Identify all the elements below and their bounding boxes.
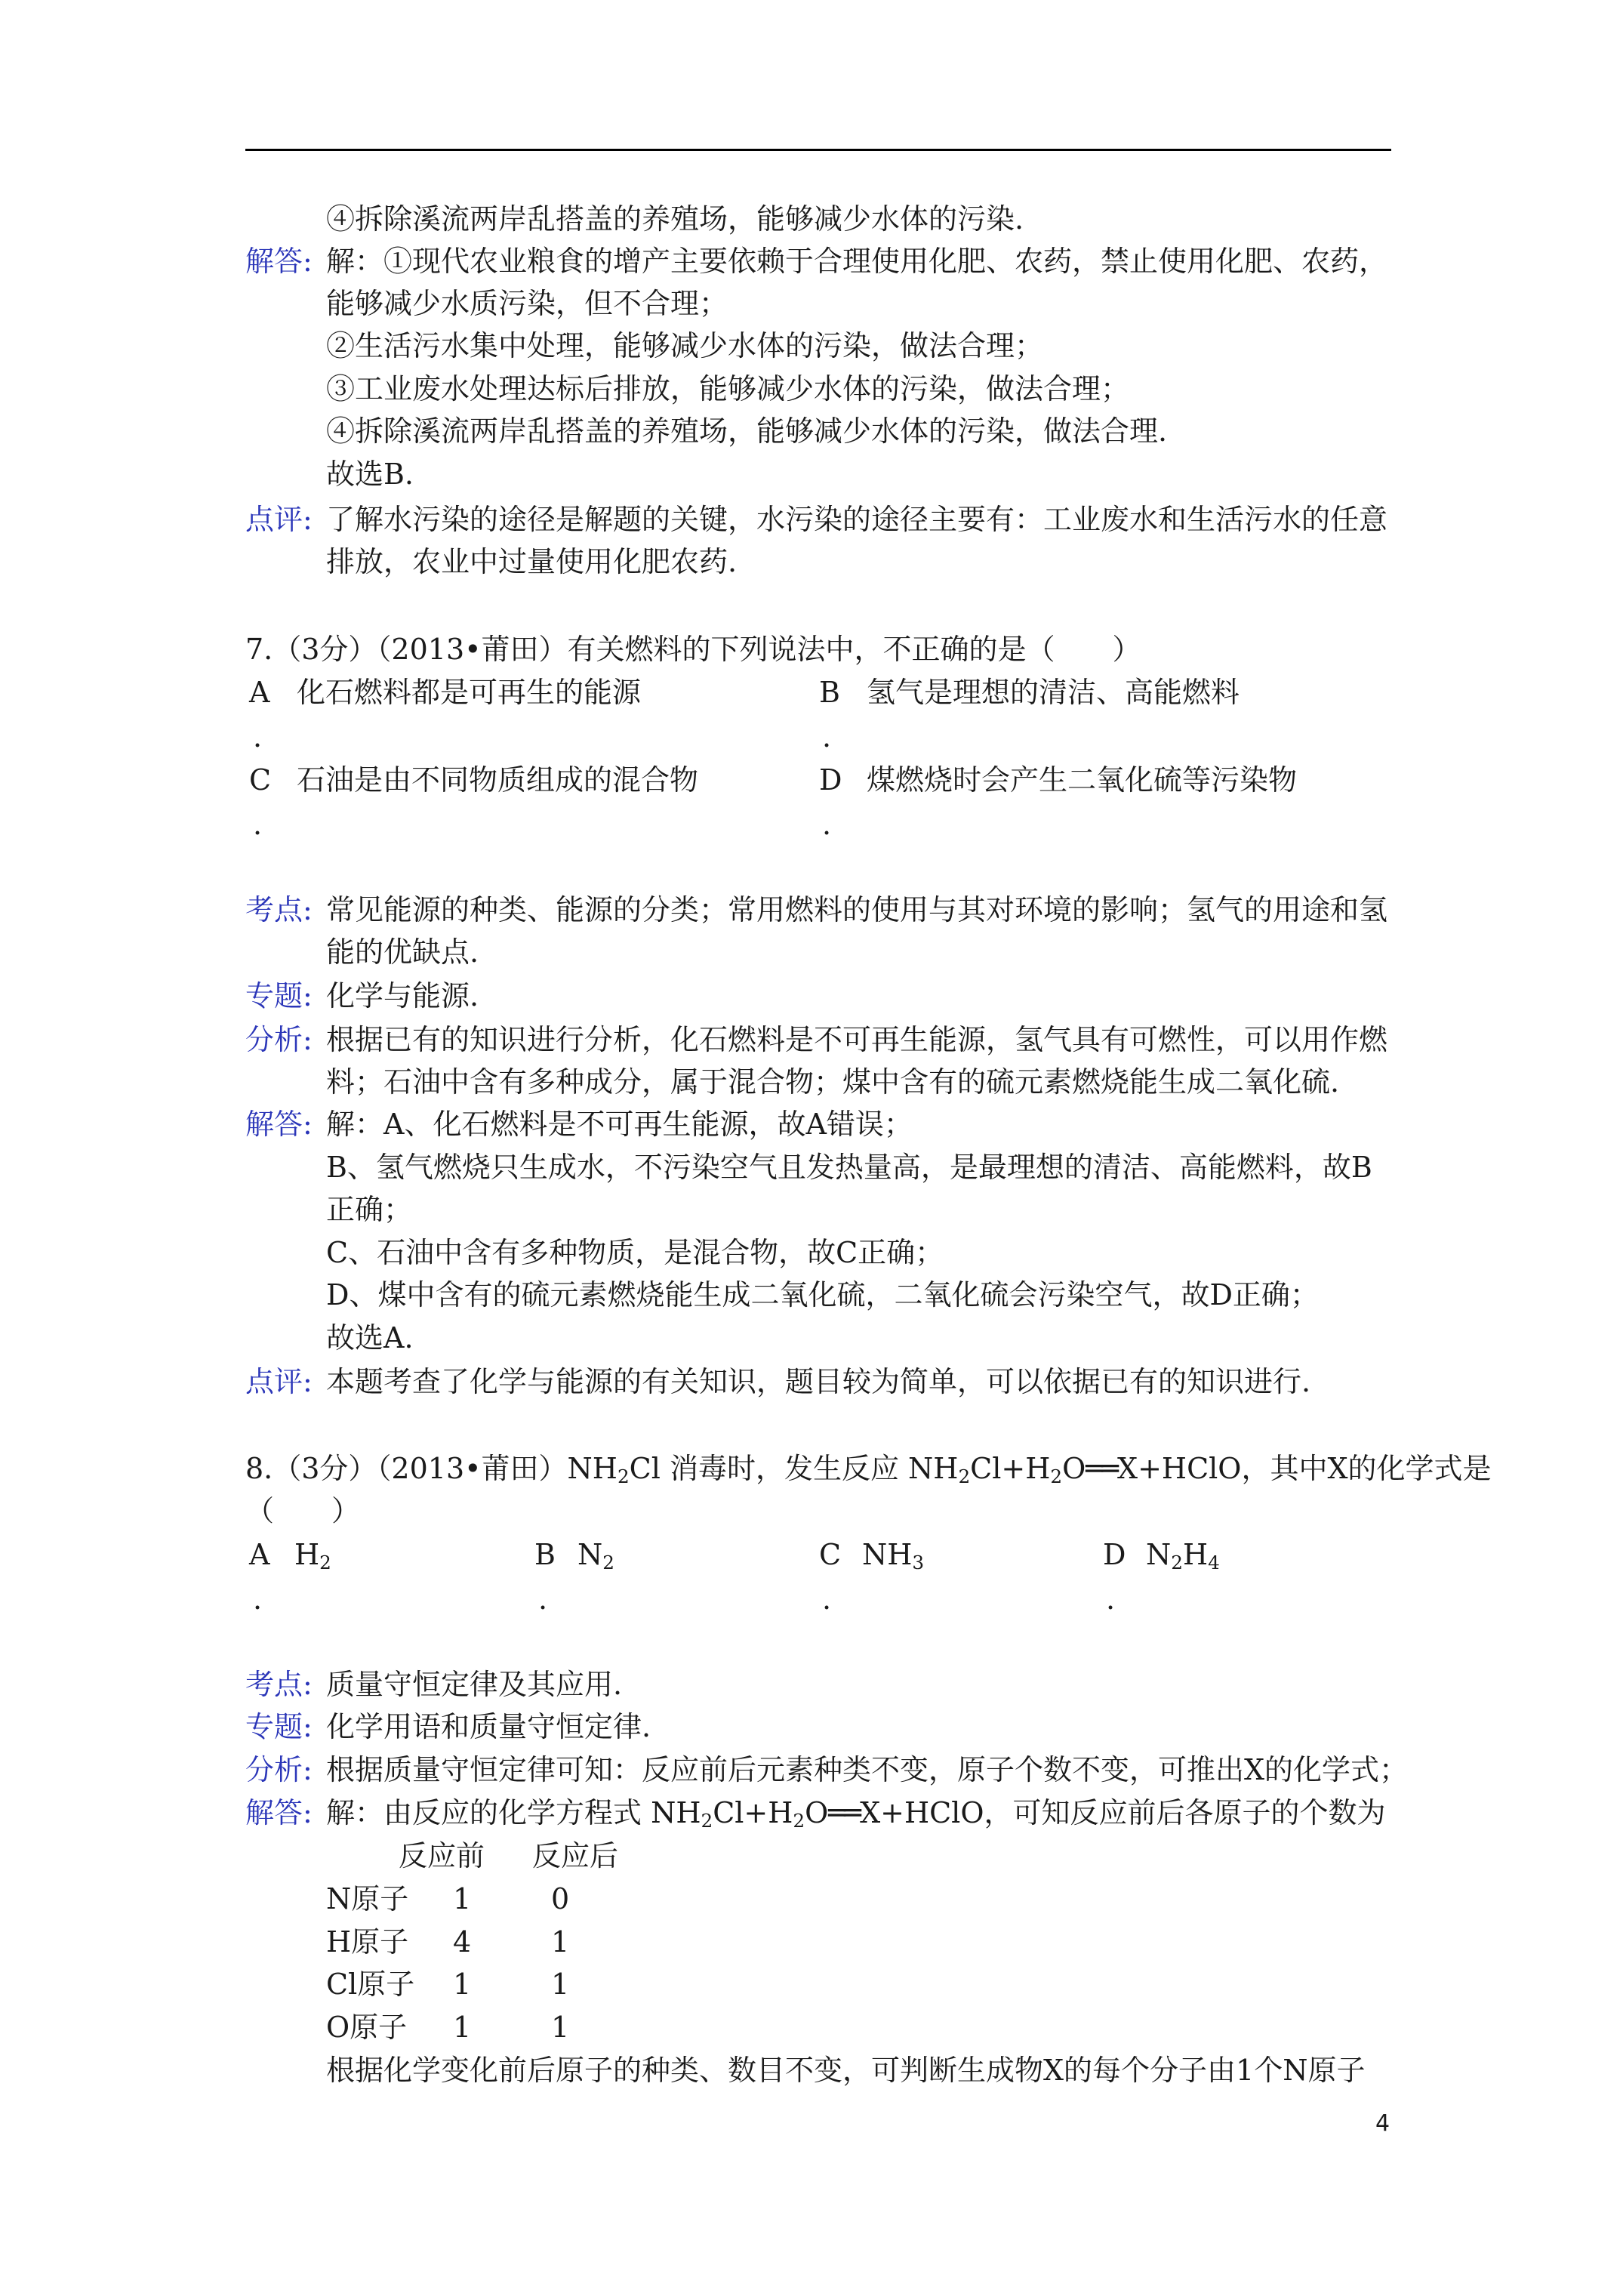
kaodian-text: 质量守恒定律及其应用.	[326, 1668, 623, 1701]
option-text: 煤燃烧时会产生二氧化硫等污染物	[867, 763, 1298, 797]
answer-line: 解：A、化石燃料是不可再生能源，故A错误；	[326, 1108, 913, 1141]
option-dot: .	[253, 720, 263, 754]
option-letter: C	[819, 1538, 842, 1571]
table-before: 1	[453, 1968, 472, 2001]
prev-item-4: ④拆除溪流两岸乱搭盖的养殖场，能够减少水体的污染.	[326, 202, 1024, 236]
option-letter: C	[249, 763, 272, 797]
option-letter: B	[534, 1538, 556, 1571]
table-head-before: 反应前	[399, 1839, 485, 1872]
option-dot: .	[538, 1583, 548, 1616]
comment-label: 点评:	[245, 1365, 313, 1398]
answer-line: B、氢气燃烧只生成水，不污染空气且发热量高，是最理想的清洁、高能燃料，故B	[326, 1151, 1372, 1184]
answer-line: ②生活污水集中处理，能够减少水体的污染，做法合理；	[326, 329, 1044, 362]
answer-line: 故选B.	[326, 458, 414, 491]
zhuanti-text: 化学与能源.	[326, 979, 479, 1012]
question-8-stem: 8.（3分）（2013•莆田）$NH_2Cl$ 消毒时，发生反应 $NH_2Cl+H_2O══X+HClO$，其中X的化学式是	[245, 1452, 1492, 1488]
answer-line: 根据化学变化前后原子的种类、数目不变，可判断生成物X的每个分子由1个N原子	[326, 2054, 1366, 2087]
header-rule	[245, 149, 1391, 151]
answer-line: C、石油中含有多种物质，是混合物，故C正确；	[326, 1236, 944, 1269]
kaodian-label: 考点:	[245, 1668, 313, 1701]
option-text: 氢气是理想的清洁、高能燃料	[867, 676, 1240, 709]
table-atom: O原子	[326, 2011, 408, 2044]
comment-line: 排放，农业中过量使用化肥农药.	[326, 545, 738, 578]
option-dot: .	[822, 808, 832, 841]
answer-line: 解：由反应的化学方程式 $NH_2Cl+H_2O══X+HClO$，可知反应前后各原子的个数为	[326, 1796, 1386, 1832]
option-dot: .	[822, 720, 832, 754]
fenxi-line: 料；石油中含有多种成分，属于混合物；煤中含有的硫元素燃烧能生成二氧化硫.	[326, 1065, 1340, 1099]
answer-line: 故选A.	[326, 1321, 414, 1354]
option-text: 化石燃料都是可再生的能源	[297, 676, 642, 709]
kaodian-label: 考点:	[245, 893, 313, 926]
option-letter: B	[819, 676, 840, 709]
reaction-arrow: ══	[828, 1796, 861, 1829]
fenxi-label: 分析:	[245, 1023, 313, 1056]
option-dot: .	[1106, 1583, 1116, 1616]
kaodian-line: 常见能源的种类、能源的分类；常用燃料的使用与其对环境的影响；氢气的用途和氢	[326, 893, 1388, 926]
option-letter: D	[819, 763, 842, 797]
zhuanti-label: 专题:	[245, 1710, 313, 1743]
table-atom: N原子	[326, 1882, 409, 1915]
zhuanti-label: 专题:	[245, 979, 313, 1012]
fenxi-text: 根据质量守恒定律可知：反应前后元素种类不变，原子个数不变，可推出X的化学式；	[326, 1753, 1409, 1786]
table-atom: H原子	[326, 1925, 409, 1959]
page-number: 4	[1375, 2110, 1390, 2137]
kaodian-line: 能的优缺点.	[326, 935, 479, 969]
question-7-stem: 7.（3分）（2013•莆田）有关燃料的下列说法中，不正确的是（ ）	[245, 633, 1141, 666]
answer-label: 解答:	[245, 1796, 313, 1829]
answer-line: D、煤中含有的硫元素燃烧能生成二氧化硫，二氧化硫会污染空气，故D正确；	[326, 1278, 1319, 1311]
option-formula: $NH_3$	[862, 1538, 925, 1574]
fenxi-line: 根据已有的知识进行分析，化石燃料是不可再生能源，氢气具有可燃性，可以用作燃	[326, 1023, 1388, 1056]
table-after: 1	[551, 2011, 570, 2044]
table-before: 1	[453, 1882, 472, 1915]
zhuanti-text: 化学用语和质量守恒定律.	[326, 1710, 651, 1743]
table-after: 1	[551, 1925, 570, 1959]
option-formula: $N_2H_4$	[1146, 1538, 1220, 1574]
option-formula: $N_2$	[577, 1538, 614, 1574]
comment-line: 了解水污染的途径是解题的关键，水污染的途径主要有：工业废水和生活污水的任意	[326, 503, 1388, 536]
question-8-paren: （ ）	[245, 1494, 361, 1527]
table-atom: Cl原子	[326, 1968, 415, 2001]
table-head-after: 反应后	[532, 1839, 619, 1872]
table-before: 1	[453, 2011, 472, 2044]
fenxi-label: 分析:	[245, 1753, 313, 1786]
option-dot: .	[822, 1583, 832, 1616]
option-dot: .	[253, 1583, 263, 1616]
answer-line: 正确；	[326, 1193, 413, 1226]
table-after: 0	[551, 1882, 570, 1915]
answer-line: ④拆除溪流两岸乱搭盖的养殖场，能够减少水体的污染，做法合理.	[326, 415, 1168, 448]
comment-label: 点评:	[245, 503, 313, 536]
option-letter: A	[249, 676, 270, 709]
answer-line: ③工业废水处理达标后排放，能够减少水体的污染，做法合理；	[326, 372, 1130, 405]
answer-label: 解答:	[245, 1108, 313, 1141]
answer-label: 解答:	[245, 245, 313, 278]
table-before: 4	[453, 1925, 472, 1959]
option-letter: A	[249, 1538, 270, 1571]
reaction-arrow: ══	[1086, 1452, 1118, 1485]
option-text: 石油是由不同物质组成的混合物	[297, 763, 699, 797]
table-after: 1	[551, 1968, 570, 2001]
option-letter: D	[1103, 1538, 1126, 1571]
answer-line: 解：①现代农业粮食的增产主要依赖于合理使用化肥、农药，禁止使用化肥、农药，	[326, 245, 1388, 278]
answer-line: 能够减少水质污染，但不合理；	[326, 287, 728, 320]
option-formula: $H_2$	[294, 1538, 331, 1574]
comment-text: 本题考查了化学与能源的有关知识，题目较为简单，可以依据已有的知识进行.	[326, 1365, 1311, 1398]
option-dot: .	[253, 808, 263, 841]
